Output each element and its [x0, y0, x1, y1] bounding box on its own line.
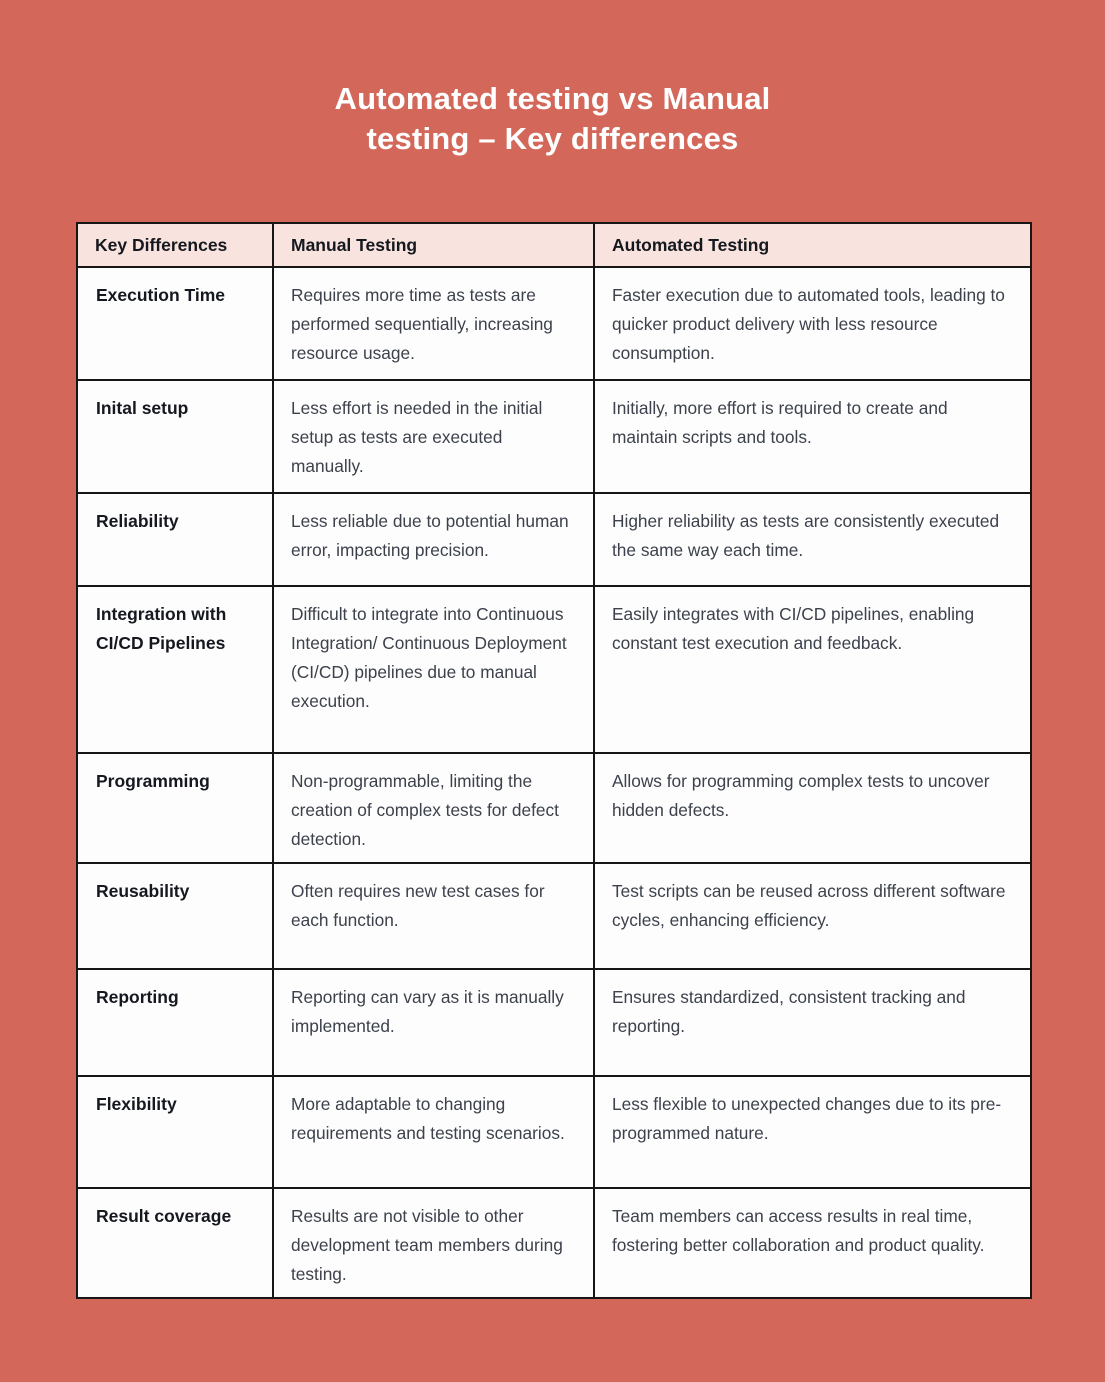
feature-cell: Flexibility [77, 1076, 273, 1188]
col-header-key-differences: Key Differences [77, 223, 273, 267]
table-row [77, 863, 1031, 969]
col-header-manual-testing: Manual Testing [273, 223, 594, 267]
feature-cell: Reporting [77, 969, 273, 1076]
page-title-line1: Automated testing vs Manual [334, 81, 771, 116]
table-row [77, 586, 1031, 753]
table-header-row [77, 223, 1031, 267]
table-row [77, 753, 1031, 863]
feature-cell: Inital setup [77, 380, 273, 493]
feature-cell: Reliability [77, 493, 273, 586]
automated-cell: Initially, more effort is required to create and maintain scripts and tools. [594, 380, 1031, 493]
comparison-table [76, 222, 1032, 1299]
manual-cell: Difficult to integrate into Continuous Integration/ Continuous Deployment (CI/CD) pipelines due to manual execution. [273, 586, 594, 753]
table-row [77, 267, 1031, 380]
manual-cell: More adaptable to changing requirements and testing scenarios. [273, 1076, 594, 1188]
table-row [77, 1076, 1031, 1188]
feature-cell: Integration with CI/CD Pipelines [77, 586, 273, 753]
table-row [77, 969, 1031, 1076]
manual-cell: Less effort is needed in the initial setup as tests are executed manually. [273, 380, 594, 493]
manual-cell: Results are not visible to other development team members during testing. [273, 1188, 594, 1298]
table-head [77, 223, 1031, 267]
col-header-automated-testing: Automated Testing [594, 223, 1031, 267]
manual-cell: Less reliable due to potential human error, impacting precision. [273, 493, 594, 586]
manual-cell: Requires more time as tests are performed sequentially, increasing resource usage. [273, 267, 594, 380]
feature-cell: Result coverage [77, 1188, 273, 1298]
automated-cell: Test scripts can be reused across different software cycles, enhancing efficiency. [594, 863, 1031, 969]
automated-cell: Ensures standardized, consistent tracking and reporting. [594, 969, 1031, 1076]
automated-cell: Team members can access results in real time, fostering better collaboration and product quality. [594, 1188, 1031, 1298]
feature-cell: Execution Time [77, 267, 273, 380]
table-row [77, 1188, 1031, 1298]
page-title-line2: testing – Key differences [366, 121, 739, 156]
table-row [77, 380, 1031, 493]
table-body [77, 267, 1031, 1298]
automated-cell: Faster execution due to automated tools, leading to quicker product delivery with less resource consumption. [594, 267, 1031, 380]
automated-cell: Higher reliability as tests are consistently executed the same way each time. [594, 493, 1031, 586]
manual-cell: Reporting can vary as it is manually implemented. [273, 969, 594, 1076]
automated-cell: Easily integrates with CI/CD pipelines, enabling constant test execution and feedback. [594, 586, 1031, 753]
page-title [0, 79, 1105, 159]
manual-cell: Often requires new test cases for each function. [273, 863, 594, 969]
table-row [77, 493, 1031, 586]
automated-cell: Less flexible to unexpected changes due to its pre-programmed nature. [594, 1076, 1031, 1188]
feature-cell: Programming [77, 753, 273, 863]
automated-cell: Allows for programming complex tests to uncover hidden defects. [594, 753, 1031, 863]
feature-cell: Reusability [77, 863, 273, 969]
manual-cell: Non-programmable, limiting the creation of complex tests for defect detection. [273, 753, 594, 863]
